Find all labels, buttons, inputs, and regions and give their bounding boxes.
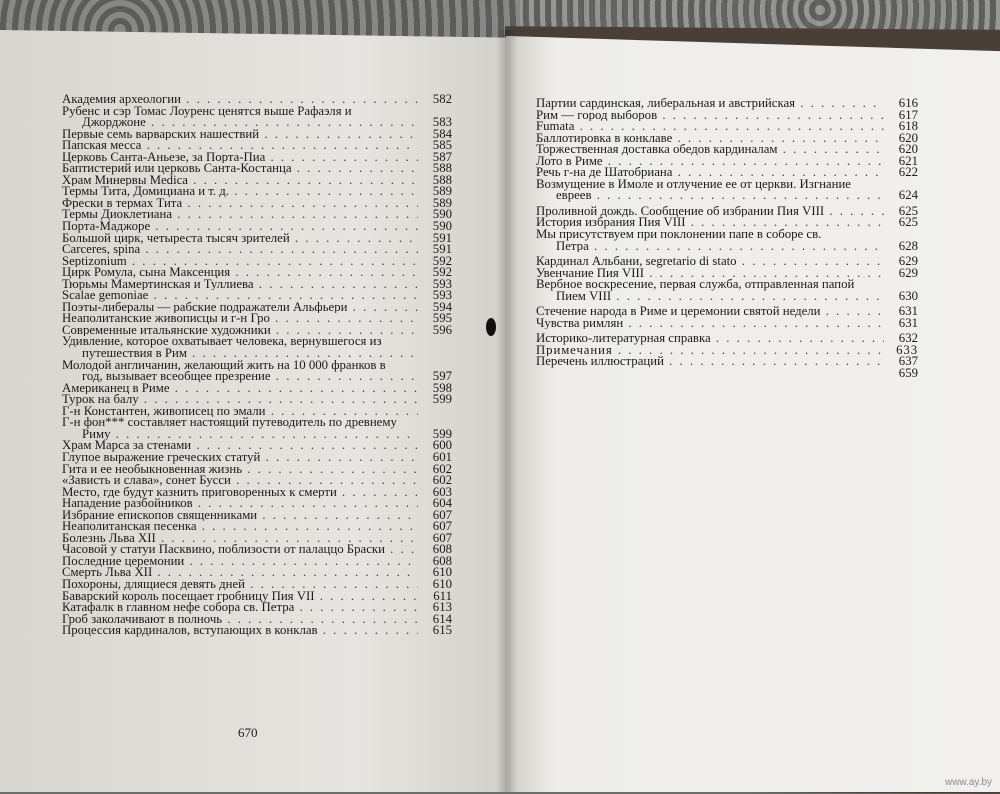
toc-entry: Удивление, которое охватывает человека, вернувшегося из путешествия в Рим . . . [62,336,452,359]
toc-entry: Порта-Маджоре . . . 590 [62,221,452,233]
toc-entry: Нападение разбойников . . . 604 [62,498,452,510]
toc-entry: Scalae gemoniae . . . 593 [62,290,452,302]
toc-entry: Болезнь Льва XII . . . 607 [62,533,452,545]
toc-entry: Цирк Ромула, сына Максенция . . . 592 [62,267,452,279]
toc-entry: Место, где будут казнить приговоренных к смерти . . . 603 [62,487,452,499]
toc-entry: Термы Тита, Домициана и т. д. . . . 589 [62,186,452,198]
toc-entry: Термы Диоклетиана . . . 590 [62,209,452,221]
toc-entry: Часовой у статуи Пасквино, поблизости от палаццо Браски . . . 608 [62,544,452,556]
toc-entry: 659 [898,366,918,381]
toc-entry: Рубенс и сэр Томас Лоуренс ценятся выше Рафаэля и Джорджоне . . . 583 [62,106,452,129]
toc-entry: Fumata . . . 618 [536,121,918,133]
toc-entry: Возмущение в Имоле и отлучение ее от церкви. Изгнание евреев . . . 624 [536,179,918,202]
toc-entry: Carceres, spina . . . 591 [62,244,452,256]
toc-entry: «Зависть и слава», сонет Бусси . . . 602 [62,475,452,487]
toc-entry: Избрание епископов священниками . . . 607 [62,510,452,522]
toc-entry: Увенчание Пия VIII . . . 629 [536,268,918,280]
toc-entry: Баптистерий или церковь Санта-Костанца . . . 588 [62,163,452,175]
toc-entry: Академия археологии . . . 582 [62,94,452,106]
toc-entry: Историко-литературная справка . . . 632 [536,333,918,345]
page-number: 670 [238,725,258,740]
toc-entry: Перечень иллюстраций . . . 637 [536,356,918,368]
toc-entry: Примечания . . . 633 [536,345,918,357]
toc-entry: Вербное воскресение, первая служба, отправленная папой Пием VIII . . . 630 [536,279,918,302]
toc-entry: Лото в Риме . . . 621 [536,156,918,168]
book-gutter [496,30,518,792]
toc-entry: Мы присутствуем при поклонении папе в соборе св. Петра . . . 628 [536,229,918,252]
toc-entry: Процессия кардиналов, вступающих в конклав . . . 615 [62,625,452,637]
toc-entry: Гита и ее необыкновенная жизнь . . . 602 [62,464,452,476]
toc-entry: Чувства римлян . . . 631 [536,318,918,330]
toc-entry: Неаполитанская песенка . . . 607 [62,521,452,533]
toc-left [62,94,452,637]
toc-entry: Речь г-на де Шатобриана . . . 622 [536,167,918,179]
toc-entry: Неаполитанские живописцы и г-н Гро . . . 595 [62,313,452,325]
page-hole [486,318,496,336]
toc-entry: Баварский король посещает гробницу Пия VII . . . 611 [62,591,452,603]
toc-entry: Большой цирк, четыреста тысяч зрителей . . . 591 [62,233,452,245]
toc-entry: Первые семь варварских нашествий . . . 584 [62,129,452,141]
toc-entry: Баллотировка в конклаве . . . 620 [536,133,918,145]
toc-entry: Septizonium . . . 592 [62,256,452,268]
toc-entry: Проливной дождь. Сообщение об избрании Пия VIII . . . 625 [536,206,918,218]
toc-entry: Г-н фон*** составляет настоящий путеводитель по древнему Риму . . . 599 [62,417,452,440]
toc-entry: Гроб заколачивают в полночь . . . 614 [62,614,452,626]
toc-right [536,98,918,380]
toc-entry: Турок на балу . . . 599 [62,394,452,406]
toc-entry: Молодой англичанин, желающий жить на 10 000 франков в год, вызывает всеобщее презрение . . . 597 [62,360,452,383]
toc-entry: Последние церемонии . . . 608 [62,556,452,568]
toc-entry: Катафалк в главном нефе собора св. Петра . . . 613 [62,602,452,614]
toc-entry: Американец в Риме . . . 598 [62,383,452,395]
toc-entry: Смерть Льва XII . . . 610 [62,567,452,579]
toc-entry: Рим — город выборов . . . 617 [536,110,918,122]
toc-entry: Глупое выражение греческих статуй . . . 601 [62,452,452,464]
toc-entry: Фрески в термах Тита . . . 589 [62,198,452,210]
toc-entry: Торжественная доставка обедов кардиналам . . . 620 [536,144,918,156]
toc-entry: Поэты-либералы — рабские подражатели Альфьери . . . 594 [62,302,452,314]
toc-entry: Храм Минервы Medica . . . 588 [62,175,452,187]
toc-entry: Церковь Санта-Аньезе, за Порта-Пиа . . . 587 [62,152,452,164]
toc-entry: Партии сардинская, либеральная и австрийская . . . 616 [536,98,918,110]
toc-entry: История избрания Пия VIII . . . 625 [536,217,918,229]
toc-entry: Современные итальянские художники . . . 596 [62,325,452,337]
toc-entry: Кардинал Альбани, segretario di stato . . . 629 [536,256,918,268]
toc-entry: Храм Марса за стенами . . . 600 [62,440,452,452]
toc-entry: Стечение народа в Риме и церемонии святой недели . . . 631 [536,306,918,318]
toc-entry: Тюрьмы Мамертинская и Туллиева . . . 593 [62,279,452,291]
toc-entry: Похороны, длящиеся девять дней . . . 610 [62,579,452,591]
watermark: www.ay.by [944,777,992,788]
toc-entry: Г-н Константен, живописец по эмали . . . [62,406,452,418]
toc-entry: Папская месса . . . 585 [62,140,452,152]
